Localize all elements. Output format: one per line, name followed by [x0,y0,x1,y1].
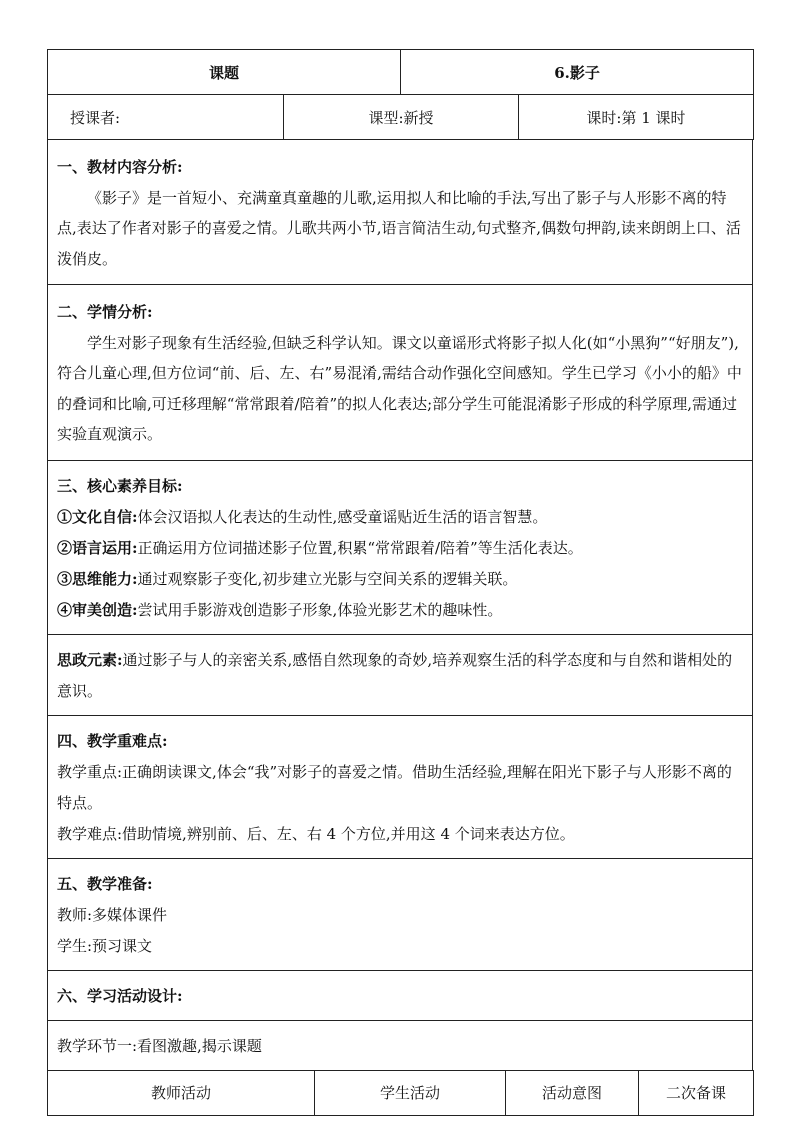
goal-item: ③思维能力:通过观察影子变化,初步建立光影与空间关系的逻辑关联。 [57,569,518,588]
section-activity-design [48,970,753,1020]
section-title: 六、学习活动设计: [57,986,183,1005]
prep-teacher: 教师:多媒体课件 [57,905,168,924]
section-body: 学生对影子现象有生活经验,但缺乏科学认知。课文以童谣形式将影子拟人化(如“小黑狗”“好朋友”),符合儿童心理,但方位词“前、后、左、右”易混淆,需结合动作强化空间感知。学生已学习《小小的船》中的叠词和比喻,可迁移理解“常常跟着/陪着”的拟人化表达;部分学生可能混淆影子形成的科学原理,需通过实验直观演示。 [57,333,742,443]
prep-student: 学生:预习课文 [57,936,153,955]
section-title: 三、核心素养目标: [57,476,183,495]
col-student-activity: 学生活动 [315,1070,506,1115]
header-row [48,50,754,95]
section-title: 一、教材内容分析: [57,158,183,176]
civic-label: 思政元素: [57,650,123,669]
section-title: 五、教学准备: [57,874,153,893]
teaching-key: 教学重点:正确朗读课文,体会“我”对影子的喜爱之情。借助生活经验,理解在阳光下影子与人形影不离的特点。 [57,762,732,812]
stage-row [48,1020,753,1070]
activity-header-row [48,1070,754,1115]
teacher-field: 授课者: [48,95,284,140]
section-preparation [48,858,753,970]
goal-item: ①文化自信:体会汉语拟人化表达的生动性,感受童谣贴近生活的语言智慧。 [57,507,548,526]
stage-one-label: 教学环节一:看图激趣,揭示课题 [57,1036,262,1055]
lesson-title: 6.影子 [401,50,754,95]
section-civic-elements [48,634,753,715]
section-title: 四、教学重难点: [57,731,168,750]
col-second-prep: 二次备课 [639,1070,754,1115]
section-title: 二、学情分析: [57,303,153,321]
section-textbook-analysis [48,140,753,285]
goal-item: ②语言运用:正确运用方位词描述影子位置,积累“常常跟着/陪着”等生活化表达。 [57,538,583,557]
lesson-plan-table [47,49,754,95]
content-table [47,139,753,1071]
civic-paragraph [57,651,732,700]
section-student-analysis [48,285,753,461]
meta-row [48,95,754,140]
section-body: 《影子》是一首短小、充满童真童趣的儿歌,运用拟人和比喻的手法,写出了影子与人形影不离的特点,表达了作者对影子的喜爱之情。儿歌共两小节,语言简洁生动,句式整齐,偶数句押韵,读来朗朗上口、活泼俏皮。 [57,188,741,268]
civic-text: 通过影子与人的亲密关系,感悟自然现象的奇妙,培养观察生活的科学态度和与自然和谐相处的意识。 [57,650,733,700]
lesson-period: 课时:第 1 课时 [519,95,754,140]
section-core-goals [48,460,753,634]
lesson-plan-document [47,49,753,1116]
teaching-difficulty: 教学难点:借助情境,辨别前、后、左、右 4 个方位,并用这 4 个词来表达方位。 [57,824,575,843]
header-label: 课题 [48,50,401,95]
goal-item: ④审美创造:尝试用手影游戏创造影子形象,体验光影艺术的趣味性。 [57,600,503,619]
col-activity-intent: 活动意图 [506,1070,639,1115]
section-key-difficulties [48,715,753,858]
meta-table [47,94,754,140]
lesson-type: 课型:新授 [284,95,519,140]
activity-header-table [47,1070,754,1116]
col-teacher-activity: 教师活动 [48,1070,315,1115]
